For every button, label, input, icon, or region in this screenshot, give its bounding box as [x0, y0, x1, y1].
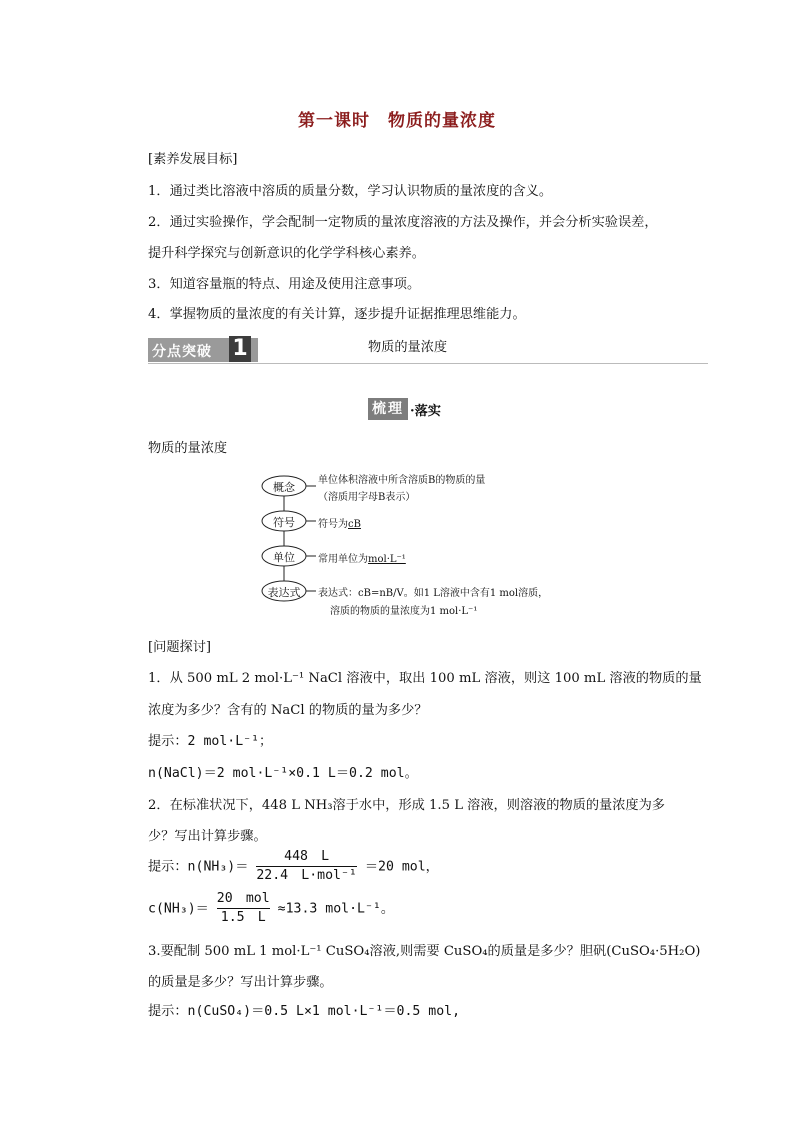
question-3-cont: 的质量是多少？写出计算步骤。: [148, 975, 333, 990]
node-symbol: 符号: [273, 516, 295, 529]
unit-description: [318, 550, 406, 565]
unit-prefix: 常用单位为: [318, 554, 368, 565]
expression-description: 表达式：cB=nB/V。如1 L溶液中含有1 mol溶质，: [318, 588, 549, 599]
fraction-numerator: 20 mol: [217, 890, 270, 909]
fraction-denominator: 22.4 L·mol⁻¹: [256, 868, 357, 883]
answer-2b-fraction: [217, 890, 270, 927]
section-badge-number: 1: [229, 336, 251, 362]
fraction-denominator: 1.5 L: [220, 910, 266, 925]
unit-value: mol·L⁻¹: [368, 554, 406, 565]
goal-item: 1．通过类比溶液中溶质的质量分数，学习认识物质的量浓度的含义。: [148, 184, 553, 199]
question-2-cont: 少？写出计算步骤。: [148, 829, 267, 844]
review-tag-suffix: ·落实: [410, 404, 441, 419]
answer-3: 提示：n(CuSO₄)＝0.5 L×1 mol·L⁻¹＝0.5 mol,: [148, 1004, 461, 1019]
question-3: 3.要配制 500 mL 1 mol·L⁻¹ CuSO₄溶液,则需要 CuSO₄的质量是多少？胆矾(CuSO₄·5H₂O): [148, 944, 701, 959]
goal-item: 4．掌握物质的量浓度的有关计算，逐步提升证据推理思维能力。: [148, 307, 526, 322]
goal-item: 3．知道容量瓶的特点、用途及使用注意事项。: [148, 277, 421, 292]
question-1-cont: 浓度为多少？含有的 NaCl 的物质的量为多少？: [148, 703, 428, 718]
section-badge-text: 分点突破: [152, 344, 212, 360]
concept-description: 单位体积溶液中所含溶质B的物质的量: [318, 475, 486, 486]
section-divider: [148, 363, 708, 364]
symbol-prefix: 符号为: [318, 519, 348, 530]
answer-1-cont: n(NaCl)＝2 mol·L⁻¹×0.1 L＝0.2 mol。: [148, 766, 418, 781]
answer-2-result: ＝20 mol，: [364, 859, 439, 875]
goals-heading: [素养发展目标]: [148, 152, 238, 167]
answer-2b: [148, 890, 394, 927]
answer-2-prefix: 提示：n(NH₃)＝: [148, 859, 249, 875]
expression-example: 溶质的物质的量浓度为1 mol·L⁻¹: [330, 606, 478, 617]
review-tag: 梳理: [368, 398, 408, 420]
discussion-heading: [问题探讨]: [148, 640, 212, 655]
answer-2b-result: ≈13.3 mol·L⁻¹。: [277, 901, 395, 917]
concept-note: （溶质用字母B表示）: [318, 492, 416, 503]
fraction-numerator: 448 L: [256, 848, 357, 867]
concept-diagram: [260, 466, 560, 626]
answer-2: [148, 848, 439, 885]
page-title: 第一课时 物质的量浓度: [298, 111, 496, 131]
symbol-value: cB: [348, 519, 361, 530]
section-title: 物质的量浓度: [368, 340, 448, 355]
symbol-description: [318, 515, 361, 530]
node-expression: 表达式: [267, 586, 301, 599]
section-badge: [148, 338, 258, 362]
question-2: 2．在标准状况下，448 L NH₃溶于水中，形成 1.5 L 溶液，则溶液的物质的量浓度为多: [148, 798, 665, 813]
answer-1: 提示：2 mol·L⁻¹；: [148, 734, 273, 749]
goal-item: 2．通过实验操作，学会配制一定物质的量浓度溶液的方法及操作，并会分析实验误差，: [148, 215, 658, 230]
answer-2-fraction: [256, 848, 357, 885]
question-1: 1．从 500 mL 2 mol·L⁻¹ NaCl 溶液中，取出 100 mL 溶液，则这 100 mL 溶液的物质的量: [148, 671, 702, 686]
answer-2b-prefix: c(NH₃)＝: [148, 901, 209, 917]
goal-item: 提升科学探究与创新意识的化学学科核心素养。: [148, 246, 425, 261]
concept-label: 物质的量浓度: [148, 441, 228, 456]
node-concept: 概念: [273, 481, 295, 494]
node-unit: 单位: [273, 551, 295, 564]
